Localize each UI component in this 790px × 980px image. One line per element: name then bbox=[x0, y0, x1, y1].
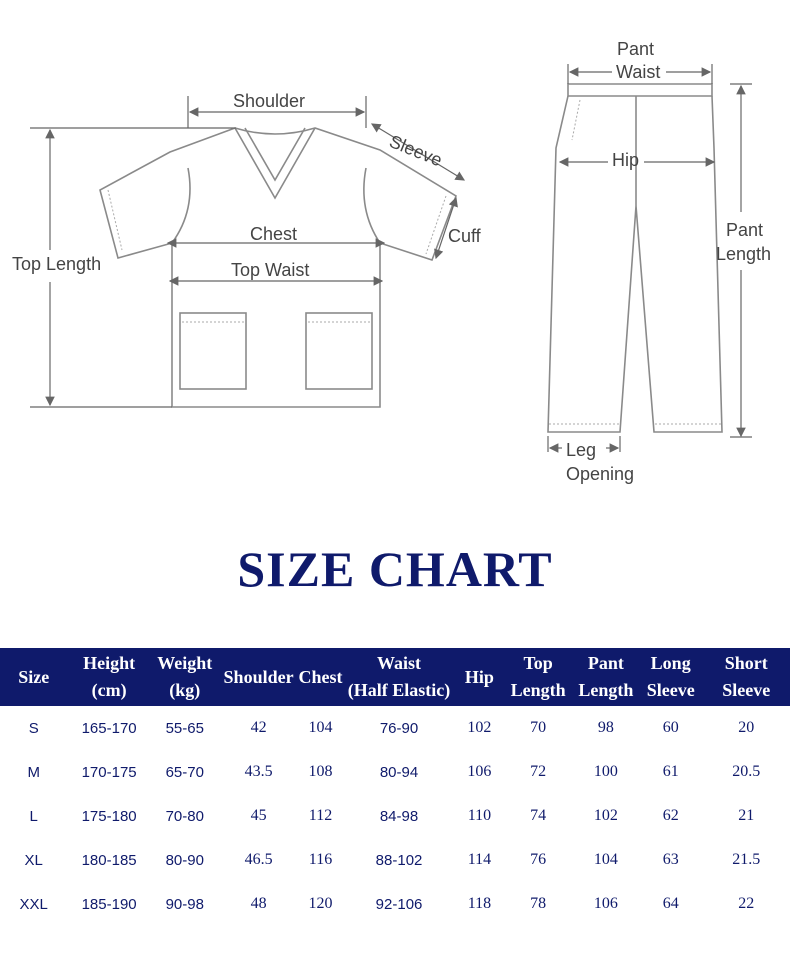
table-cell: 48 bbox=[250, 895, 267, 912]
table-row bbox=[0, 794, 790, 838]
table-row bbox=[0, 706, 790, 750]
column-header-line2: (cm) bbox=[91, 680, 127, 700]
column-header bbox=[639, 648, 703, 706]
size-chart-table bbox=[0, 648, 790, 926]
column-header bbox=[456, 648, 504, 706]
table-cell: 74 bbox=[530, 807, 547, 824]
table-cell: 45 bbox=[250, 807, 267, 824]
table-cell: 104 bbox=[593, 851, 618, 868]
table-row bbox=[0, 882, 790, 926]
page-title: SIZE CHART bbox=[237, 541, 553, 597]
size-cell: XL bbox=[24, 851, 43, 869]
pant-waist-label-line2: Waist bbox=[616, 62, 661, 82]
table-cell: 21.5 bbox=[732, 851, 761, 868]
table-cell: 70-80 bbox=[165, 807, 204, 825]
table-cell: 170-175 bbox=[81, 763, 137, 781]
table-cell: 62 bbox=[662, 807, 679, 824]
column-header bbox=[67, 648, 150, 706]
column-header-line1: Chest bbox=[298, 666, 343, 687]
column-header-line1: Short bbox=[724, 653, 768, 673]
table-cell: 78 bbox=[530, 895, 547, 912]
column-header-line1: Weight bbox=[157, 653, 213, 673]
column-header bbox=[703, 648, 790, 706]
table-cell: 60 bbox=[662, 719, 679, 736]
table-cell: 110 bbox=[467, 807, 492, 824]
column-header-line2: Sleeve bbox=[722, 680, 771, 700]
table-cell: 72 bbox=[530, 763, 547, 780]
table-cell: 108 bbox=[308, 763, 333, 780]
size-cell: M bbox=[27, 763, 40, 781]
table-cell: 65-70 bbox=[165, 763, 204, 781]
table-cell: 118 bbox=[467, 895, 492, 912]
size-cell: S bbox=[28, 719, 39, 737]
table-cell: 80-94 bbox=[379, 763, 419, 781]
hip-label: Hip bbox=[612, 150, 640, 170]
column-header-line1: Waist bbox=[377, 653, 422, 673]
table-cell: 20 bbox=[738, 719, 755, 736]
pant-length-label-line1: Pant bbox=[726, 220, 764, 240]
column-header bbox=[573, 648, 639, 706]
column-header-line2: Length bbox=[510, 680, 566, 700]
table-cell: 98 bbox=[597, 719, 614, 736]
table-cell: 185-190 bbox=[81, 895, 137, 913]
table-cell: 80-90 bbox=[165, 851, 204, 869]
table-cell: 63 bbox=[662, 851, 679, 868]
table-cell: 46.5 bbox=[244, 851, 273, 868]
table-cell: 55-65 bbox=[165, 719, 204, 737]
column-header-line2: (kg) bbox=[169, 680, 201, 700]
shoulder-label: Shoulder bbox=[233, 91, 306, 111]
table-cell: 112 bbox=[308, 807, 333, 824]
table-cell: 102 bbox=[467, 719, 492, 736]
table-cell: 64 bbox=[662, 895, 679, 912]
column-header bbox=[0, 648, 67, 706]
table-row bbox=[0, 838, 790, 882]
table-cell: 114 bbox=[467, 851, 492, 868]
table-cell: 22 bbox=[738, 895, 755, 912]
pant-length-label-line2: Length bbox=[716, 244, 772, 264]
column-header bbox=[298, 648, 342, 706]
column-header-line1: Height bbox=[83, 653, 136, 673]
top-waist-label: Top Waist bbox=[231, 260, 310, 280]
scrub-pants-outline bbox=[548, 84, 722, 432]
table-cell: 90-98 bbox=[165, 895, 204, 913]
table-cell: 43.5 bbox=[244, 763, 273, 780]
column-header bbox=[219, 648, 299, 706]
table-cell: 106 bbox=[593, 895, 618, 912]
table-cell: 175-180 bbox=[81, 807, 137, 825]
cuff-label: Cuff bbox=[448, 226, 481, 246]
column-header bbox=[151, 648, 219, 706]
table-cell: 92-106 bbox=[375, 895, 423, 913]
table-cell: 20.5 bbox=[732, 763, 761, 780]
table-cell: 102 bbox=[593, 807, 618, 824]
table-header-row bbox=[0, 648, 790, 706]
table-cell: 180-185 bbox=[81, 851, 137, 869]
table-cell: 42 bbox=[250, 719, 267, 736]
table-cell: 84-98 bbox=[379, 807, 419, 825]
table-body bbox=[0, 706, 790, 926]
column-header-line2: (Half Elastic) bbox=[347, 680, 451, 700]
table-cell: 21 bbox=[738, 807, 755, 824]
table-cell: 61 bbox=[662, 763, 679, 780]
size-cell: L bbox=[29, 807, 38, 825]
table-cell: 70 bbox=[530, 719, 547, 736]
column-header-line1: Size bbox=[18, 666, 50, 687]
sleeve-label: Sleeve bbox=[386, 131, 446, 171]
table-cell: 76-90 bbox=[379, 719, 419, 737]
column-header-line1: Hip bbox=[464, 666, 494, 687]
column-header-line1: Top bbox=[523, 653, 553, 673]
column-header-line2: Length bbox=[578, 680, 634, 700]
table-row bbox=[0, 750, 790, 794]
pant-waist-label-line1: Pant bbox=[617, 39, 655, 59]
table-cell: 106 bbox=[467, 763, 492, 780]
column-header-line2: Sleeve bbox=[646, 680, 695, 700]
table-cell: 165-170 bbox=[81, 719, 137, 737]
size-cell: XXL bbox=[19, 895, 48, 913]
column-header bbox=[503, 648, 573, 706]
column-header-line1: Pant bbox=[587, 653, 624, 673]
table-cell: 76 bbox=[530, 851, 547, 868]
table-cell: 116 bbox=[308, 851, 333, 868]
leg-opening-label-line1: Leg bbox=[566, 440, 597, 460]
table-cell: 104 bbox=[308, 719, 333, 736]
column-header-line1: Shoulder bbox=[223, 666, 294, 687]
chest-label: Chest bbox=[250, 224, 298, 244]
table-cell: 88-102 bbox=[375, 851, 423, 869]
top-length-label: Top Length bbox=[12, 254, 102, 274]
column-header-line1: Long bbox=[650, 653, 691, 673]
table-cell: 120 bbox=[308, 895, 333, 912]
column-header bbox=[342, 648, 455, 706]
table-cell: 100 bbox=[593, 763, 618, 780]
leg-opening-label-line2: Opening bbox=[566, 464, 635, 484]
